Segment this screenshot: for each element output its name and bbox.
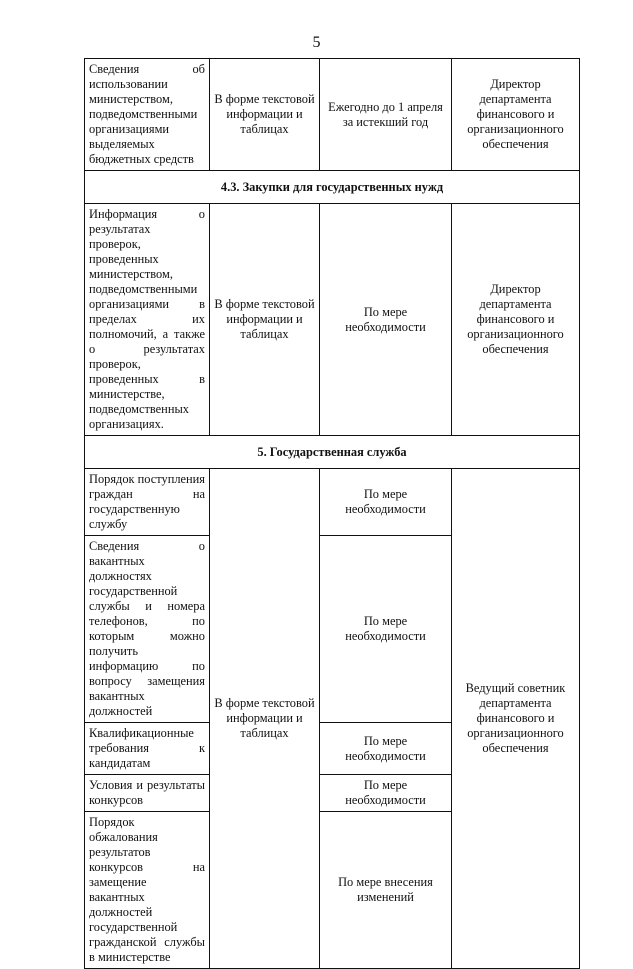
row-name-cell: Порядок поступления граждан на государственную службу (85, 469, 210, 536)
row-form-cell: В форме текстовой информации и таблицах (210, 59, 320, 171)
table-row (85, 204, 580, 436)
row-responsible-cell: Директор департамента финансового и организационного обеспечения (452, 59, 580, 171)
row-name-cell: Сведения об использовании министерством, подведомственными организациями выделяемых бюджетных средств (85, 59, 210, 171)
section-row (85, 171, 580, 204)
row-responsible-cell: Директор департамента финансового и организационного обеспечения (452, 204, 580, 436)
info-table (84, 58, 580, 969)
row-form-cell: В форме текстовой информации и таблицах (210, 204, 320, 436)
page-number: 5 (312, 34, 321, 51)
row-term-cell: По мере необходимости (320, 204, 452, 436)
row-name-cell: Условия и результаты конкурсов (85, 775, 210, 812)
row-term-cell: По мере внесения изменений (320, 812, 452, 969)
row-name-cell: Порядок обжалования результатов конкурсов на замещение вакантных должностей государственной гражданской службы в министерстве (85, 812, 210, 969)
row-name-cell: Сведения о вакантных должностях государственной службы и номера телефонов, по которым можно получить информацию по вопросу замещения вакантных должностей (85, 536, 210, 723)
row-name-cell: Информация о результатах проверок, проведенных министерством, подведомственными организациями в пределах их полномочий, а также о результатах проверок, проведенных в министерстве, подведомственных организациях. (85, 204, 210, 436)
row-term-cell: По мере необходимости (320, 469, 452, 536)
table-row (85, 59, 580, 171)
section-title: 5. Государственная служба (85, 436, 580, 469)
section-title: 4.3. Закупки для государственных нужд (85, 171, 580, 204)
row-term-cell: По мере необходимости (320, 775, 452, 812)
section-row (85, 436, 580, 469)
row-responsible-cell: Ведущий советник департамента финансового и организационного обеспечения (452, 469, 580, 969)
table-row (85, 469, 580, 536)
row-term-cell: Ежегодно до 1 апреля за истекший год (320, 59, 452, 171)
row-term-cell: По мере необходимости (320, 536, 452, 723)
row-term-cell: По мере необходимости (320, 723, 452, 775)
row-name-cell: Квалификационные требования к кандидатам (85, 723, 210, 775)
row-form-cell: В форме текстовой информации и таблицах (210, 469, 320, 969)
